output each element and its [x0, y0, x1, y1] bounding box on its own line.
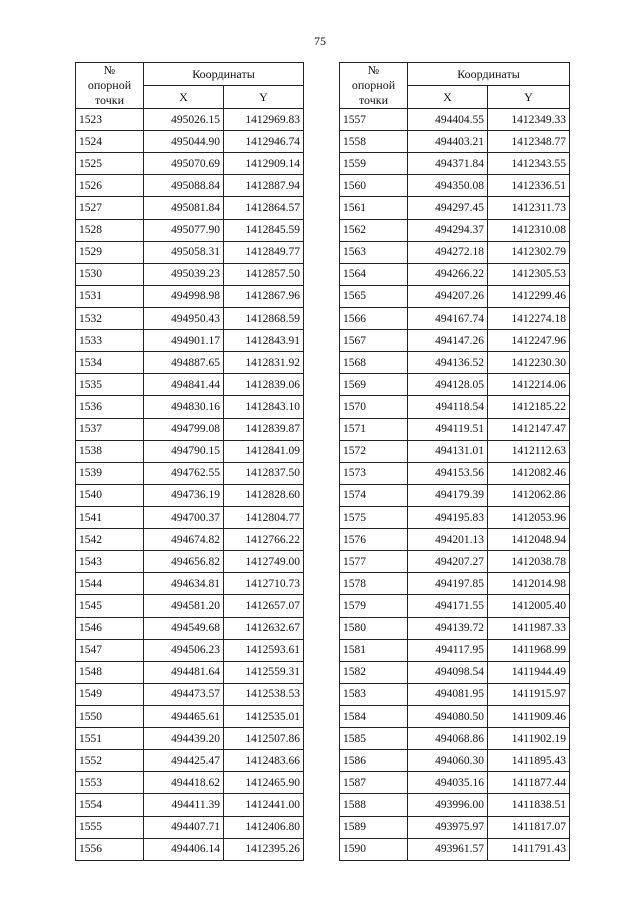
point-number-cell: 1536	[76, 396, 144, 418]
x-coordinate-cell: 493961.57	[408, 838, 488, 860]
y-coordinate-cell: 1412082.46	[488, 462, 570, 484]
table-row	[76, 728, 304, 750]
y-coordinate-cell: 1412887.94	[224, 175, 304, 197]
table-row	[76, 661, 304, 683]
table-row	[76, 241, 304, 263]
point-number-cell: 1528	[76, 219, 144, 241]
x-header: X	[408, 86, 488, 109]
table-row	[340, 617, 570, 639]
y-coordinate-cell: 1412395.26	[224, 838, 304, 860]
point-number-cell: 1556	[76, 838, 144, 860]
table-row	[340, 551, 570, 573]
page-number: 75	[314, 34, 326, 48]
x-coordinate-cell: 494294.37	[408, 219, 488, 241]
y-coordinate-cell: 1412845.59	[224, 219, 304, 241]
point-number-cell: 1570	[340, 396, 408, 418]
table-row	[340, 705, 570, 727]
table-row	[340, 440, 570, 462]
y-coordinate-cell: 1412299.46	[488, 285, 570, 307]
table-row	[340, 396, 570, 418]
y-coordinate-cell: 1412305.53	[488, 263, 570, 285]
point-number-cell: 1557	[340, 109, 408, 131]
y-coordinate-cell: 1412843.10	[224, 396, 304, 418]
point-number-cell: 1549	[76, 683, 144, 705]
y-coordinate-cell: 1411817.07	[488, 816, 570, 838]
point-number-header	[76, 63, 144, 109]
header-num-word1: опорной	[351, 78, 396, 92]
x-coordinate-cell: 494371.84	[408, 153, 488, 175]
x-coordinate-cell: 494656.82	[144, 551, 224, 573]
table-body-right	[340, 109, 570, 861]
point-number-cell: 1573	[340, 462, 408, 484]
table-row	[340, 661, 570, 683]
x-coordinate-cell: 494350.08	[408, 175, 488, 197]
x-coordinate-cell: 494830.16	[144, 396, 224, 418]
point-number-cell: 1581	[340, 639, 408, 661]
table-row	[76, 462, 304, 484]
y-coordinate-cell: 1412274.18	[488, 307, 570, 329]
y-coordinate-cell: 1412230.30	[488, 352, 570, 374]
point-number-cell: 1545	[76, 595, 144, 617]
x-coordinate-cell: 494406.14	[144, 838, 224, 860]
point-number-cell: 1541	[76, 506, 144, 528]
x-coordinate-cell: 495077.90	[144, 219, 224, 241]
table-row	[340, 838, 570, 860]
point-number-cell: 1572	[340, 440, 408, 462]
table-row	[76, 109, 304, 131]
point-number-cell: 1563	[340, 241, 408, 263]
table-row	[340, 153, 570, 175]
table-row	[340, 772, 570, 794]
table-row	[340, 263, 570, 285]
y-coordinate-cell: 1412014.98	[488, 573, 570, 595]
table-row	[76, 352, 304, 374]
table-row	[76, 794, 304, 816]
table-row	[76, 175, 304, 197]
point-number-cell: 1564	[340, 263, 408, 285]
header-num-word1: опорной	[87, 78, 132, 92]
table-body-left	[76, 109, 304, 861]
point-number-cell: 1542	[76, 529, 144, 551]
coordinates-header: Координаты	[144, 63, 304, 86]
point-number-cell: 1538	[76, 440, 144, 462]
table-row	[340, 219, 570, 241]
header-num-sign: №	[367, 63, 380, 77]
y-coordinate-cell: 1411838.51	[488, 794, 570, 816]
table-row	[340, 750, 570, 772]
table-row	[340, 462, 570, 484]
point-number-cell: 1531	[76, 285, 144, 307]
x-coordinate-cell: 495058.31	[144, 241, 224, 263]
x-coordinate-cell: 494404.55	[408, 109, 488, 131]
x-coordinate-cell: 494439.20	[144, 728, 224, 750]
table-row	[76, 595, 304, 617]
y-coordinate-cell: 1411968.99	[488, 639, 570, 661]
table-row	[340, 175, 570, 197]
table-row	[76, 330, 304, 352]
x-coordinate-cell: 493996.00	[408, 794, 488, 816]
table-row	[340, 728, 570, 750]
x-coordinate-cell: 494297.45	[408, 197, 488, 219]
y-coordinate-cell: 1411915.97	[488, 683, 570, 705]
x-coordinate-cell: 494068.86	[408, 728, 488, 750]
x-coordinate-cell: 494136.52	[408, 352, 488, 374]
point-number-cell: 1532	[76, 307, 144, 329]
y-coordinate-cell: 1411944.49	[488, 661, 570, 683]
table-row	[76, 484, 304, 506]
x-coordinate-cell: 494153.56	[408, 462, 488, 484]
table-row	[76, 285, 304, 307]
table-row	[76, 617, 304, 639]
x-coordinate-cell: 494179.39	[408, 484, 488, 506]
table-row	[76, 838, 304, 860]
point-number-cell: 1587	[340, 772, 408, 794]
table-row	[340, 307, 570, 329]
point-number-cell: 1590	[340, 838, 408, 860]
table-row	[76, 506, 304, 528]
y-coordinate-cell: 1412969.83	[224, 109, 304, 131]
point-number-cell: 1571	[340, 418, 408, 440]
x-coordinate-cell: 494950.43	[144, 307, 224, 329]
point-number-cell: 1550	[76, 705, 144, 727]
y-coordinate-cell: 1412349.33	[488, 109, 570, 131]
table-row	[76, 705, 304, 727]
table-row	[340, 794, 570, 816]
point-number-cell: 1553	[76, 772, 144, 794]
point-number-cell: 1547	[76, 639, 144, 661]
x-coordinate-cell: 494465.61	[144, 705, 224, 727]
y-coordinate-cell: 1411909.46	[488, 705, 570, 727]
table-row	[76, 153, 304, 175]
x-coordinate-cell: 494167.74	[408, 307, 488, 329]
x-coordinate-cell: 494131.01	[408, 440, 488, 462]
table-row	[76, 816, 304, 838]
x-coordinate-cell: 494481.64	[144, 661, 224, 683]
x-coordinate-cell: 494425.47	[144, 750, 224, 772]
y-header: Y	[488, 86, 570, 109]
y-header: Y	[224, 86, 304, 109]
point-number-cell: 1583	[340, 683, 408, 705]
table-row	[340, 418, 570, 440]
point-number-cell: 1548	[76, 661, 144, 683]
point-number-cell: 1584	[340, 705, 408, 727]
point-number-cell: 1530	[76, 263, 144, 285]
table-row	[340, 330, 570, 352]
table-row	[340, 197, 570, 219]
y-coordinate-cell: 1412406.80	[224, 816, 304, 838]
y-coordinate-cell: 1412766.22	[224, 529, 304, 551]
y-coordinate-cell: 1412909.14	[224, 153, 304, 175]
x-coordinate-cell: 494411.39	[144, 794, 224, 816]
x-coordinate-cell: 494207.26	[408, 285, 488, 307]
table-row	[340, 352, 570, 374]
point-number-cell: 1526	[76, 175, 144, 197]
x-coordinate-cell: 494098.54	[408, 661, 488, 683]
y-coordinate-cell: 1412185.22	[488, 396, 570, 418]
y-coordinate-cell: 1412441.00	[224, 794, 304, 816]
table-row	[340, 506, 570, 528]
table-row	[76, 263, 304, 285]
y-coordinate-cell: 1412465.90	[224, 772, 304, 794]
x-coordinate-cell: 494998.98	[144, 285, 224, 307]
point-number-header	[340, 63, 408, 109]
x-coordinate-cell: 494634.81	[144, 573, 224, 595]
x-coordinate-cell: 494197.85	[408, 573, 488, 595]
y-coordinate-cell: 1412247.96	[488, 330, 570, 352]
y-coordinate-cell: 1412831.92	[224, 352, 304, 374]
x-coordinate-cell: 494581.20	[144, 595, 224, 617]
table-row	[340, 595, 570, 617]
table-row	[340, 241, 570, 263]
y-coordinate-cell: 1412538.53	[224, 683, 304, 705]
y-coordinate-cell: 1412857.50	[224, 263, 304, 285]
y-coordinate-cell: 1412839.06	[224, 374, 304, 396]
point-number-cell: 1544	[76, 573, 144, 595]
point-number-cell: 1546	[76, 617, 144, 639]
table-row	[76, 683, 304, 705]
point-number-cell: 1561	[340, 197, 408, 219]
y-coordinate-cell: 1412507.86	[224, 728, 304, 750]
table-row	[76, 131, 304, 153]
x-header: X	[144, 86, 224, 109]
table-row	[76, 374, 304, 396]
point-number-cell: 1569	[340, 374, 408, 396]
x-coordinate-cell: 494128.05	[408, 374, 488, 396]
x-coordinate-cell: 494403.21	[408, 131, 488, 153]
x-coordinate-cell: 495081.84	[144, 197, 224, 219]
x-coordinate-cell: 494549.68	[144, 617, 224, 639]
x-coordinate-cell: 493975.97	[408, 816, 488, 838]
x-coordinate-cell: 494266.22	[408, 263, 488, 285]
y-coordinate-cell: 1412310.08	[488, 219, 570, 241]
y-coordinate-cell: 1412843.91	[224, 330, 304, 352]
table-row	[340, 131, 570, 153]
table-row	[340, 573, 570, 595]
y-coordinate-cell: 1412062.86	[488, 484, 570, 506]
y-coordinate-cell: 1412214.06	[488, 374, 570, 396]
y-coordinate-cell: 1412048.94	[488, 529, 570, 551]
point-number-cell: 1579	[340, 595, 408, 617]
point-number-cell: 1567	[340, 330, 408, 352]
y-coordinate-cell: 1412535.01	[224, 705, 304, 727]
y-coordinate-cell: 1412839.87	[224, 418, 304, 440]
y-coordinate-cell: 1412632.67	[224, 617, 304, 639]
point-number-cell: 1555	[76, 816, 144, 838]
point-number-cell: 1525	[76, 153, 144, 175]
point-number-cell: 1540	[76, 484, 144, 506]
y-coordinate-cell: 1412657.07	[224, 595, 304, 617]
x-coordinate-cell: 494674.82	[144, 529, 224, 551]
x-coordinate-cell: 494799.08	[144, 418, 224, 440]
point-number-cell: 1534	[76, 352, 144, 374]
header-num-word2: точки	[358, 93, 389, 107]
x-coordinate-cell: 494080.50	[408, 705, 488, 727]
x-coordinate-cell: 494887.65	[144, 352, 224, 374]
x-coordinate-cell: 494139.72	[408, 617, 488, 639]
x-coordinate-cell: 494117.95	[408, 639, 488, 661]
point-number-cell: 1558	[340, 131, 408, 153]
x-coordinate-cell: 494418.62	[144, 772, 224, 794]
x-coordinate-cell: 494700.37	[144, 506, 224, 528]
y-coordinate-cell: 1412849.77	[224, 241, 304, 263]
y-coordinate-cell: 1412005.40	[488, 595, 570, 617]
y-coordinate-cell: 1412311.73	[488, 197, 570, 219]
point-number-cell: 1535	[76, 374, 144, 396]
x-coordinate-cell: 494201.13	[408, 529, 488, 551]
x-coordinate-cell: 495070.69	[144, 153, 224, 175]
y-coordinate-cell: 1412749.00	[224, 551, 304, 573]
y-coordinate-cell: 1412841.09	[224, 440, 304, 462]
x-coordinate-cell: 494736.19	[144, 484, 224, 506]
table-row	[76, 307, 304, 329]
point-number-cell: 1537	[76, 418, 144, 440]
header-num-word2: точки	[94, 93, 125, 107]
x-coordinate-cell: 494060.30	[408, 750, 488, 772]
x-coordinate-cell: 494901.17	[144, 330, 224, 352]
table-row	[76, 772, 304, 794]
x-coordinate-cell: 494790.15	[144, 440, 224, 462]
point-number-cell: 1586	[340, 750, 408, 772]
table-row	[340, 529, 570, 551]
y-coordinate-cell: 1412302.79	[488, 241, 570, 263]
x-coordinate-cell: 494506.23	[144, 639, 224, 661]
point-number-cell: 1527	[76, 197, 144, 219]
table-row	[76, 219, 304, 241]
y-coordinate-cell: 1411877.44	[488, 772, 570, 794]
point-number-cell: 1560	[340, 175, 408, 197]
table-row	[340, 374, 570, 396]
point-number-cell: 1576	[340, 529, 408, 551]
point-number-cell: 1578	[340, 573, 408, 595]
point-number-cell: 1588	[340, 794, 408, 816]
point-number-cell: 1524	[76, 131, 144, 153]
table-row	[76, 573, 304, 595]
x-coordinate-cell: 494195.83	[408, 506, 488, 528]
y-coordinate-cell: 1412147.47	[488, 418, 570, 440]
point-number-cell: 1580	[340, 617, 408, 639]
y-coordinate-cell: 1411895.43	[488, 750, 570, 772]
point-number-cell: 1559	[340, 153, 408, 175]
table-row	[76, 440, 304, 462]
x-coordinate-cell: 494272.18	[408, 241, 488, 263]
y-coordinate-cell: 1412483.66	[224, 750, 304, 772]
table-row	[76, 418, 304, 440]
table-row	[340, 484, 570, 506]
x-coordinate-cell: 494207.27	[408, 551, 488, 573]
table-row	[76, 529, 304, 551]
point-number-cell: 1568	[340, 352, 408, 374]
y-coordinate-cell: 1412864.57	[224, 197, 304, 219]
table-row	[340, 639, 570, 661]
y-coordinate-cell: 1412336.51	[488, 175, 570, 197]
y-coordinate-cell: 1412593.61	[224, 639, 304, 661]
y-coordinate-cell: 1412868.59	[224, 307, 304, 329]
table-row	[340, 683, 570, 705]
table-row	[76, 197, 304, 219]
y-coordinate-cell: 1412112.63	[488, 440, 570, 462]
x-coordinate-cell: 494118.54	[408, 396, 488, 418]
x-coordinate-cell: 494473.57	[144, 683, 224, 705]
table-row	[76, 551, 304, 573]
point-number-cell: 1543	[76, 551, 144, 573]
point-number-cell: 1575	[340, 506, 408, 528]
point-number-cell: 1589	[340, 816, 408, 838]
table-row	[340, 109, 570, 131]
y-coordinate-cell: 1412946.74	[224, 131, 304, 153]
x-coordinate-cell: 494035.16	[408, 772, 488, 794]
point-number-cell: 1539	[76, 462, 144, 484]
y-coordinate-cell: 1412038.78	[488, 551, 570, 573]
x-coordinate-cell: 494407.71	[144, 816, 224, 838]
point-number-cell: 1533	[76, 330, 144, 352]
y-coordinate-cell: 1411902.19	[488, 728, 570, 750]
x-coordinate-cell: 494171.55	[408, 595, 488, 617]
x-coordinate-cell: 495088.84	[144, 175, 224, 197]
point-number-cell: 1585	[340, 728, 408, 750]
point-number-cell: 1529	[76, 241, 144, 263]
x-coordinate-cell: 494147.26	[408, 330, 488, 352]
x-coordinate-cell: 494119.51	[408, 418, 488, 440]
table-row	[340, 285, 570, 307]
point-number-cell: 1577	[340, 551, 408, 573]
y-coordinate-cell: 1411987.33	[488, 617, 570, 639]
y-coordinate-cell: 1412828.60	[224, 484, 304, 506]
table-row	[76, 639, 304, 661]
coordinates-table-left	[75, 62, 304, 861]
table-row	[340, 816, 570, 838]
x-coordinate-cell: 494762.55	[144, 462, 224, 484]
x-coordinate-cell: 494081.95	[408, 683, 488, 705]
coordinates-header: Координаты	[408, 63, 570, 86]
point-number-cell: 1582	[340, 661, 408, 683]
y-coordinate-cell: 1412343.55	[488, 153, 570, 175]
y-coordinate-cell: 1411791.43	[488, 838, 570, 860]
y-coordinate-cell: 1412348.77	[488, 131, 570, 153]
y-coordinate-cell: 1412804.77	[224, 506, 304, 528]
header-num-sign: №	[103, 63, 116, 77]
table-row	[76, 750, 304, 772]
y-coordinate-cell: 1412053.96	[488, 506, 570, 528]
point-number-cell: 1523	[76, 109, 144, 131]
point-number-cell: 1574	[340, 484, 408, 506]
y-coordinate-cell: 1412710.73	[224, 573, 304, 595]
point-number-cell: 1552	[76, 750, 144, 772]
y-coordinate-cell: 1412867.96	[224, 285, 304, 307]
point-number-cell: 1566	[340, 307, 408, 329]
point-number-cell: 1565	[340, 285, 408, 307]
y-coordinate-cell: 1412559.31	[224, 661, 304, 683]
x-coordinate-cell: 494841.44	[144, 374, 224, 396]
coordinates-table-right	[339, 62, 570, 861]
point-number-cell: 1554	[76, 794, 144, 816]
point-number-cell: 1551	[76, 728, 144, 750]
point-number-cell: 1562	[340, 219, 408, 241]
y-coordinate-cell: 1412837.50	[224, 462, 304, 484]
x-coordinate-cell: 495039.23	[144, 263, 224, 285]
x-coordinate-cell: 495044.90	[144, 131, 224, 153]
x-coordinate-cell: 495026.15	[144, 109, 224, 131]
table-row	[76, 396, 304, 418]
